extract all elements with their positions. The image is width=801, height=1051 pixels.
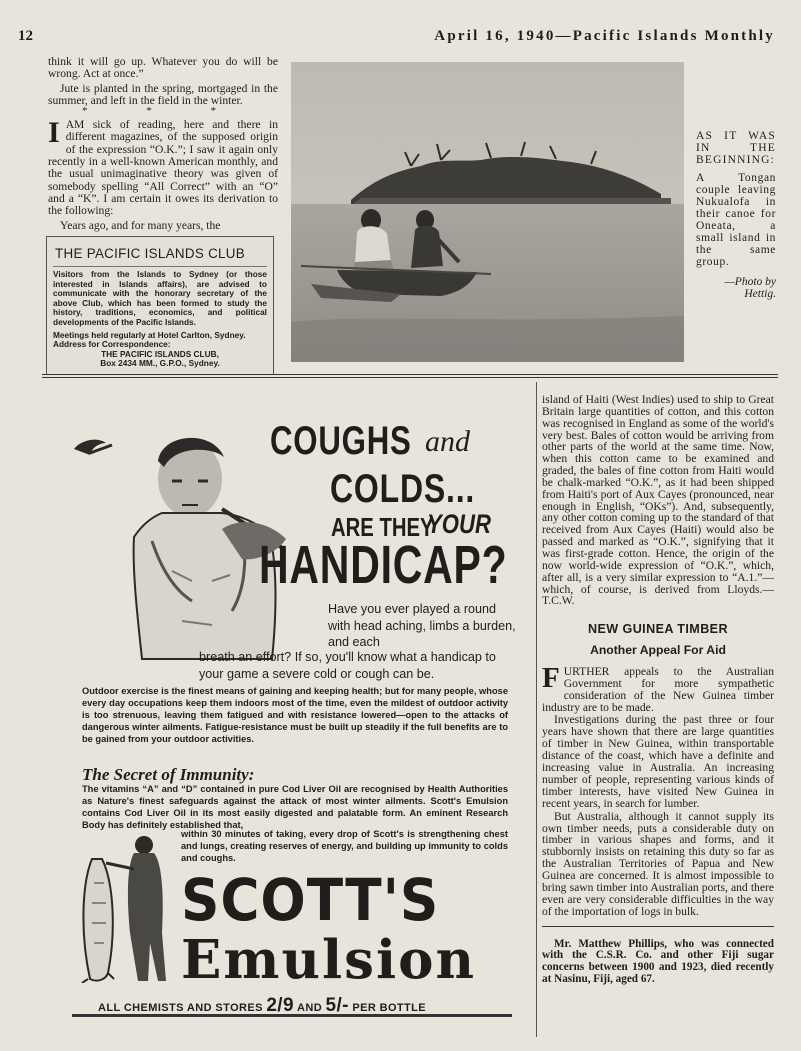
caption-body: A Tongan couple leaving Nukualofa in their canoe for Oneata, a small island in the same group. bbox=[696, 172, 776, 268]
ok-origin-article bbox=[48, 116, 278, 232]
club-meetings: Meetings held regularly at Hotel Carlton, Sydney. bbox=[53, 329, 246, 340]
ad-bottom-rule bbox=[72, 1014, 512, 1017]
ad-body-exercise: Outdoor exercise is the finest means of gaining and keeping health; but for many people, whose every day occupations keep them indoors most of the time, even the mildest of outdoor activity is too strenuous, leaving them fatigued and with resistance lowered—open to the attacks of dangerous winter ailments. Fatigue-resistance must be built up steadily if the full benefits are to be gained from your outdoor activities. bbox=[82, 686, 508, 744]
top-left-column bbox=[48, 56, 278, 232]
ad-headline-are-they: ARE THEY bbox=[331, 512, 434, 542]
ad-headline-colds: COLDS... bbox=[330, 467, 476, 511]
ad-body-vitamins: The vitamins “A” and “D” contained in pure Cod Liver Oil are recognised by Health Authorities as Nature's finest safeguards against the attack of most winter ailments. Scott's Emulsion contains Cod Liver Oil in its most easily digested and palatable form. An eminent Research Body has definitely established that, bbox=[82, 784, 508, 830]
club-address-label: Address for Correspondence: bbox=[53, 339, 171, 350]
drop-cap-i: I bbox=[48, 116, 60, 150]
footer-prefix: ALL CHEMISTS AND STORES bbox=[98, 1002, 263, 1014]
ok-paragraph-2: Years ago, and for many years, the bbox=[60, 218, 221, 232]
page-number: 12 bbox=[18, 28, 33, 44]
ok-paragraph-1: AM sick of reading, here and there in different magazines, of the supposed origin of the expression “O.K.”; I saw it again only recently in a well-known American monthly, and the usual unimaginative theory was given of somebody spelling “All Correct” with an “O” and a “K”. I am certain it owes its derivation to the following: bbox=[48, 118, 278, 218]
footer-suffix: PER BOTTLE bbox=[352, 1002, 427, 1014]
ad-body-immunity: within 30 minutes of taking, every drop of Scott's is strengthening chest and lungs, creating reserves of energy, and building up immunity to colds and coughs. bbox=[181, 829, 508, 863]
jute-paragraph: Jute is planted in the spring, mortgaged in the summer, and left in the field in the winter. bbox=[48, 81, 278, 107]
price-small-bottle: 2/9 bbox=[266, 995, 294, 1016]
club-title-rule bbox=[53, 266, 267, 267]
jute-tail-paragraph: think it will go up. Whatever you do will be wrong. Act at once.” bbox=[48, 55, 278, 81]
photo-caption bbox=[696, 130, 776, 300]
footer-and: AND bbox=[297, 1002, 323, 1014]
article-divider bbox=[542, 926, 774, 927]
brand-emulsion: Emulsion bbox=[181, 929, 477, 991]
brand-scotts: SCOTT'S bbox=[181, 866, 440, 934]
ng-paragraph-2: Investigations during the past three or four years have shown that there are large quantities of timber in New Guinea, within transportable distance of the coast, which have a definite and increasing value in Australia. An increasing number of people, representing various kinds of timber interests, have visited New Guinea in recent years, in search for lumber. bbox=[542, 713, 774, 810]
running-head: April 16, 1940—Pacific Islands Monthly bbox=[434, 28, 775, 44]
fisherman-trademark-logo bbox=[78, 833, 168, 983]
ng-paragraph-1: URTHER appeals to the Australian Government for more sympathetic consideration of the New Guinea timber industry are to be made. bbox=[542, 664, 774, 714]
ng-paragraph-3: But Australia, although it cannot supply its own timber needs, puts a considerable duty on timber in various shapes and forms, and it stubbornly insists on retaining this duty so far as the Australian Territories of Papua and New Guinea are concerned. It is almost impossible to bring sawn timber into Australian ports, and there even are very considerable difficulties in the way of the importation of logs in bulk. bbox=[542, 809, 774, 918]
price-large-bottle: 5/- bbox=[325, 995, 349, 1016]
photo-credit: —Photo by Hettig. bbox=[724, 276, 776, 300]
new-guinea-timber-heading: NEW GUINEA TIMBER bbox=[588, 622, 728, 637]
ad-headline-and: and bbox=[425, 425, 470, 458]
club-body bbox=[53, 270, 267, 369]
caption-heading: AS IT WAS IN THE BEGINNING: bbox=[696, 130, 776, 166]
pacific-islands-club-notice bbox=[46, 236, 274, 375]
scotts-emulsion-advert bbox=[44, 381, 534, 1021]
ad-headline-coughs: COUGHS bbox=[270, 419, 412, 463]
section-rule-bottom bbox=[42, 377, 778, 378]
obituary-note: Mr. Matthew Phillips, who was connected with the C.S.R. Co. and other Fiji sugar concerns between 1900 and 1923, died recently at Nasinu, Fiji, aged 67. bbox=[542, 937, 774, 985]
ad-lead-text-1: Have you ever played a round with head aching, limbs a burden, and each bbox=[328, 602, 516, 649]
club-title: THE PACIFIC ISLANDS CLUB bbox=[55, 246, 245, 261]
haiti-cotton-paragraph: island of Haiti (West Indies) used to ship to Great Britain large quantities of cotton, and this cotton was recognised in England as some of the world's very best. Bales of cotton would be arriving from other parts of the world at the same time. Now, when this cotton came to be examined and graded, the bales of fine cotton from Haiti would be chalk-marked “O.K.”, as it had been shipped from Haiti's port of Aux Cayes (pronounced, near enough in English, “OKs”). And, subsequently, any other cotton coming up to the standard of that received from Aux Cayes (Haiti) would also be passed and marked as “O.K.”, signifying that it was first-grade cotton. Hence, the origin of the now world-wide expression of “O.K.”, which, after all, is a very similar expression to “A.1.”—which, of course, is derived from Lloyds.—T.C.W. bbox=[542, 393, 774, 608]
column-divider bbox=[536, 382, 537, 1037]
ad-headline-handicap: HANDICAP? bbox=[259, 535, 508, 595]
club-address-line-1: THE PACIFIC ISLANDS CLUB, bbox=[101, 348, 219, 359]
new-guinea-article bbox=[542, 661, 774, 918]
new-guinea-subheading: Another Appeal For Aid bbox=[590, 643, 726, 658]
right-column bbox=[542, 394, 774, 985]
ad-headline-your: YOUR bbox=[427, 509, 491, 539]
ad-secret-heading: The Secret of Immunity: bbox=[82, 765, 255, 784]
section-rule-top bbox=[42, 374, 778, 375]
tongan-canoe-photo bbox=[291, 62, 684, 362]
drop-cap-f: F bbox=[542, 661, 560, 694]
section-asterisks: * * * bbox=[82, 105, 244, 118]
club-description: Visitors from the Islands to Sydney (or those interested in Islands affairs), are advised to communicate with the honorary secretary of the above Club, which has been formed to study the history, traditions, economics, and political developments of the Pacific Islands. bbox=[53, 269, 267, 327]
club-address-line-2: Box 2434 MM., G.P.O., Sydney. bbox=[100, 358, 220, 369]
ad-lead-text-2: breath an effort? If so, you'll know what a handicap to your game a severe cold or cough can be. bbox=[199, 650, 496, 681]
